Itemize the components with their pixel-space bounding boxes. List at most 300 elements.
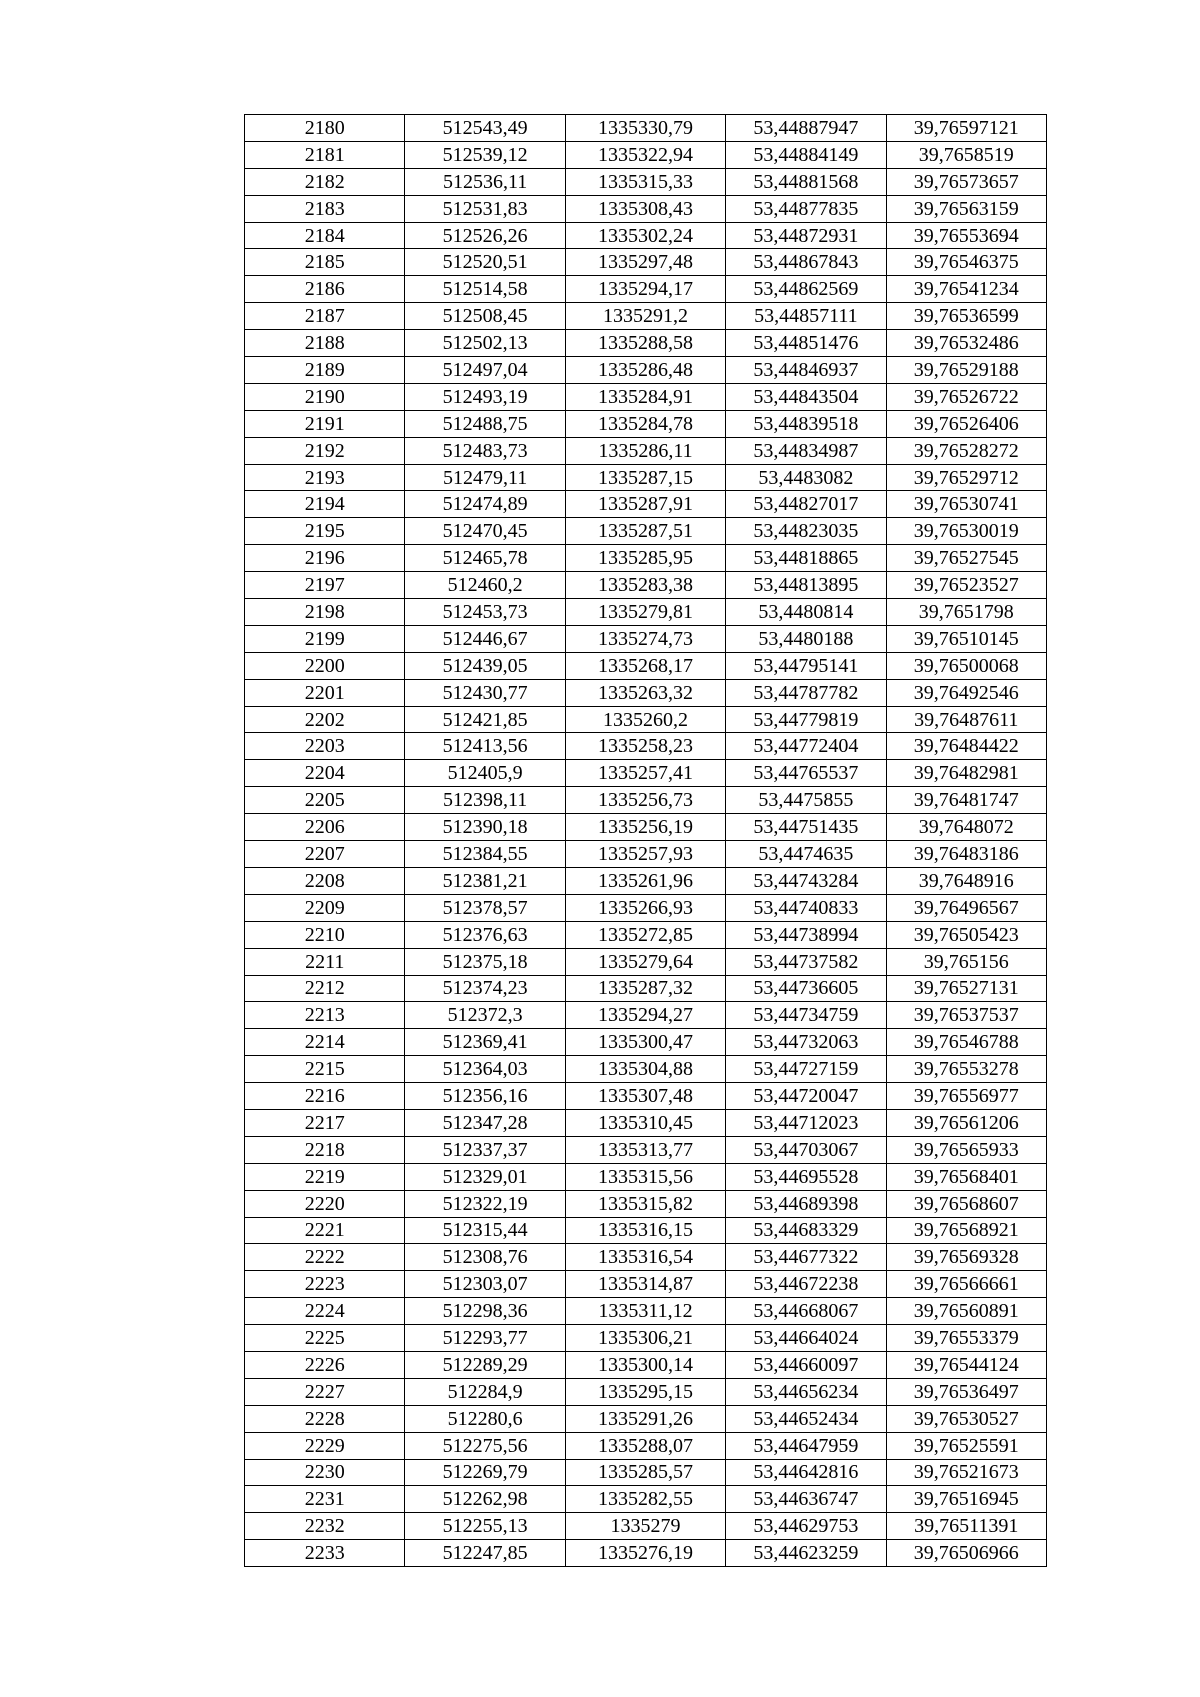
latitude-cell: 53,4483082 <box>726 464 886 491</box>
y-coordinate-cell: 1335287,91 <box>565 491 725 518</box>
table-row <box>245 115 1047 142</box>
point-number-cell: 2226 <box>245 1351 405 1378</box>
latitude-cell: 53,44736605 <box>726 975 886 1002</box>
y-coordinate-cell: 1335310,45 <box>565 1109 725 1136</box>
point-number-cell: 2191 <box>245 410 405 437</box>
x-coordinate-cell: 512372,3 <box>405 1002 565 1029</box>
y-coordinate-cell: 1335279 <box>565 1513 725 1540</box>
latitude-cell: 53,44743284 <box>726 867 886 894</box>
point-number-cell: 2212 <box>245 975 405 1002</box>
x-coordinate-cell: 512247,85 <box>405 1540 565 1567</box>
x-coordinate-cell: 512364,03 <box>405 1056 565 1083</box>
y-coordinate-cell: 1335258,23 <box>565 733 725 760</box>
point-number-cell: 2189 <box>245 357 405 384</box>
latitude-cell: 53,44660097 <box>726 1351 886 1378</box>
longitude-cell: 39,76553694 <box>886 222 1046 249</box>
point-number-cell: 2190 <box>245 383 405 410</box>
y-coordinate-cell: 1335304,88 <box>565 1056 725 1083</box>
point-number-cell: 2200 <box>245 652 405 679</box>
x-coordinate-cell: 512405,9 <box>405 760 565 787</box>
table-row <box>245 760 1047 787</box>
table-row <box>245 357 1047 384</box>
table-row <box>245 733 1047 760</box>
table-row <box>245 1217 1047 1244</box>
latitude-cell: 53,44712023 <box>726 1109 886 1136</box>
latitude-cell: 53,4475855 <box>726 787 886 814</box>
table-row <box>245 222 1047 249</box>
point-number-cell: 2206 <box>245 814 405 841</box>
x-coordinate-cell: 512520,51 <box>405 249 565 276</box>
longitude-cell: 39,7658519 <box>886 141 1046 168</box>
point-number-cell: 2182 <box>245 168 405 195</box>
y-coordinate-cell: 1335285,95 <box>565 545 725 572</box>
longitude-cell: 39,76569328 <box>886 1244 1046 1271</box>
point-number-cell: 2209 <box>245 894 405 921</box>
x-coordinate-cell: 512275,56 <box>405 1432 565 1459</box>
table-row <box>245 330 1047 357</box>
y-coordinate-cell: 1335287,15 <box>565 464 725 491</box>
y-coordinate-cell: 1335291,2 <box>565 303 725 330</box>
longitude-cell: 39,76553379 <box>886 1325 1046 1352</box>
x-coordinate-cell: 512446,67 <box>405 625 565 652</box>
table-row <box>245 1244 1047 1271</box>
longitude-cell: 39,76523527 <box>886 572 1046 599</box>
longitude-cell: 39,76516945 <box>886 1486 1046 1513</box>
y-coordinate-cell: 1335256,19 <box>565 814 725 841</box>
x-coordinate-cell: 512280,6 <box>405 1405 565 1432</box>
x-coordinate-cell: 512474,89 <box>405 491 565 518</box>
longitude-cell: 39,76566661 <box>886 1271 1046 1298</box>
longitude-cell: 39,7648072 <box>886 814 1046 841</box>
longitude-cell: 39,76568607 <box>886 1190 1046 1217</box>
y-coordinate-cell: 1335294,17 <box>565 276 725 303</box>
y-coordinate-cell: 1335330,79 <box>565 115 725 142</box>
table-row <box>245 1109 1047 1136</box>
x-coordinate-cell: 512337,37 <box>405 1136 565 1163</box>
point-number-cell: 2202 <box>245 706 405 733</box>
latitude-cell: 53,44881568 <box>726 168 886 195</box>
point-number-cell: 2208 <box>245 867 405 894</box>
longitude-cell: 39,76530527 <box>886 1405 1046 1432</box>
y-coordinate-cell: 1335291,26 <box>565 1405 725 1432</box>
point-number-cell: 2201 <box>245 679 405 706</box>
x-coordinate-cell: 512284,9 <box>405 1378 565 1405</box>
latitude-cell: 53,44727159 <box>726 1056 886 1083</box>
x-coordinate-cell: 512255,13 <box>405 1513 565 1540</box>
latitude-cell: 53,44779819 <box>726 706 886 733</box>
x-coordinate-cell: 512298,36 <box>405 1298 565 1325</box>
table-row <box>245 625 1047 652</box>
x-coordinate-cell: 512376,63 <box>405 921 565 948</box>
longitude-cell: 39,76544124 <box>886 1351 1046 1378</box>
table-row <box>245 867 1047 894</box>
longitude-cell: 39,765156 <box>886 948 1046 975</box>
longitude-cell: 39,76511391 <box>886 1513 1046 1540</box>
table-row <box>245 518 1047 545</box>
longitude-cell: 39,76506966 <box>886 1540 1046 1567</box>
latitude-cell: 53,44839518 <box>726 410 886 437</box>
longitude-cell: 39,76482981 <box>886 760 1046 787</box>
longitude-cell: 39,76483186 <box>886 841 1046 868</box>
y-coordinate-cell: 1335268,17 <box>565 652 725 679</box>
latitude-cell: 53,4480188 <box>726 625 886 652</box>
longitude-cell: 39,76526722 <box>886 383 1046 410</box>
point-number-cell: 2180 <box>245 115 405 142</box>
latitude-cell: 53,44683329 <box>726 1217 886 1244</box>
x-coordinate-cell: 512536,11 <box>405 168 565 195</box>
x-coordinate-cell: 512453,73 <box>405 599 565 626</box>
table-row <box>245 249 1047 276</box>
x-coordinate-cell: 512531,83 <box>405 195 565 222</box>
y-coordinate-cell: 1335276,19 <box>565 1540 725 1567</box>
table-row <box>245 1459 1047 1486</box>
point-number-cell: 2231 <box>245 1486 405 1513</box>
longitude-cell: 39,76496567 <box>886 894 1046 921</box>
x-coordinate-cell: 512526,26 <box>405 222 565 249</box>
point-number-cell: 2213 <box>245 1002 405 1029</box>
table-row <box>245 1432 1047 1459</box>
longitude-cell: 39,76505423 <box>886 921 1046 948</box>
point-number-cell: 2222 <box>245 1244 405 1271</box>
y-coordinate-cell: 1335263,32 <box>565 679 725 706</box>
x-coordinate-cell: 512356,16 <box>405 1083 565 1110</box>
latitude-cell: 53,44703067 <box>726 1136 886 1163</box>
latitude-cell: 53,44720047 <box>726 1083 886 1110</box>
point-number-cell: 2227 <box>245 1378 405 1405</box>
longitude-cell: 39,76529188 <box>886 357 1046 384</box>
y-coordinate-cell: 1335257,41 <box>565 760 725 787</box>
point-number-cell: 2233 <box>245 1540 405 1567</box>
latitude-cell: 53,44787782 <box>726 679 886 706</box>
table-row <box>245 303 1047 330</box>
point-number-cell: 2186 <box>245 276 405 303</box>
y-coordinate-cell: 1335308,43 <box>565 195 725 222</box>
longitude-cell: 39,76525591 <box>886 1432 1046 1459</box>
y-coordinate-cell: 1335261,96 <box>565 867 725 894</box>
longitude-cell: 39,76481747 <box>886 787 1046 814</box>
point-number-cell: 2215 <box>245 1056 405 1083</box>
x-coordinate-cell: 512479,11 <box>405 464 565 491</box>
y-coordinate-cell: 1335288,07 <box>565 1432 725 1459</box>
y-coordinate-cell: 1335315,82 <box>565 1190 725 1217</box>
table-row <box>245 437 1047 464</box>
latitude-cell: 53,44857111 <box>726 303 886 330</box>
point-number-cell: 2194 <box>245 491 405 518</box>
table-row <box>245 1083 1047 1110</box>
point-number-cell: 2203 <box>245 733 405 760</box>
point-number-cell: 2230 <box>245 1459 405 1486</box>
x-coordinate-cell: 512329,01 <box>405 1163 565 1190</box>
coordinates-table <box>244 114 1047 1567</box>
table-row <box>245 1190 1047 1217</box>
y-coordinate-cell: 1335279,81 <box>565 599 725 626</box>
longitude-cell: 39,76565933 <box>886 1136 1046 1163</box>
point-number-cell: 2228 <box>245 1405 405 1432</box>
latitude-cell: 53,44689398 <box>726 1190 886 1217</box>
latitude-cell: 53,44737582 <box>726 948 886 975</box>
coordinates-table-body <box>245 115 1047 1567</box>
latitude-cell: 53,44751435 <box>726 814 886 841</box>
longitude-cell: 39,76527131 <box>886 975 1046 1002</box>
table-row <box>245 679 1047 706</box>
latitude-cell: 53,44765537 <box>726 760 886 787</box>
y-coordinate-cell: 1335315,56 <box>565 1163 725 1190</box>
longitude-cell: 39,76541234 <box>886 276 1046 303</box>
y-coordinate-cell: 1335274,73 <box>565 625 725 652</box>
latitude-cell: 53,44872931 <box>726 222 886 249</box>
longitude-cell: 39,76510145 <box>886 625 1046 652</box>
latitude-cell: 53,4474635 <box>726 841 886 868</box>
y-coordinate-cell: 1335288,58 <box>565 330 725 357</box>
x-coordinate-cell: 512398,11 <box>405 787 565 814</box>
latitude-cell: 53,44846937 <box>726 357 886 384</box>
point-number-cell: 2187 <box>245 303 405 330</box>
table-row <box>245 1486 1047 1513</box>
latitude-cell: 53,44738994 <box>726 921 886 948</box>
table-row <box>245 599 1047 626</box>
y-coordinate-cell: 1335257,93 <box>565 841 725 868</box>
table-row <box>245 1298 1047 1325</box>
y-coordinate-cell: 1335300,47 <box>565 1029 725 1056</box>
table-row <box>245 814 1047 841</box>
point-number-cell: 2181 <box>245 141 405 168</box>
y-coordinate-cell: 1335322,94 <box>565 141 725 168</box>
point-number-cell: 2218 <box>245 1136 405 1163</box>
point-number-cell: 2195 <box>245 518 405 545</box>
x-coordinate-cell: 512378,57 <box>405 894 565 921</box>
x-coordinate-cell: 512470,45 <box>405 518 565 545</box>
point-number-cell: 2221 <box>245 1217 405 1244</box>
latitude-cell: 53,44813895 <box>726 572 886 599</box>
longitude-cell: 39,76573657 <box>886 168 1046 195</box>
table-row <box>245 1405 1047 1432</box>
x-coordinate-cell: 512322,19 <box>405 1190 565 1217</box>
y-coordinate-cell: 1335284,78 <box>565 410 725 437</box>
longitude-cell: 39,76530741 <box>886 491 1046 518</box>
table-row <box>245 383 1047 410</box>
x-coordinate-cell: 512384,55 <box>405 841 565 868</box>
longitude-cell: 39,7651798 <box>886 599 1046 626</box>
longitude-cell: 39,76492546 <box>886 679 1046 706</box>
x-coordinate-cell: 512493,19 <box>405 383 565 410</box>
point-number-cell: 2220 <box>245 1190 405 1217</box>
y-coordinate-cell: 1335300,14 <box>565 1351 725 1378</box>
longitude-cell: 39,76536599 <box>886 303 1046 330</box>
latitude-cell: 53,44887947 <box>726 115 886 142</box>
y-coordinate-cell: 1335260,2 <box>565 706 725 733</box>
point-number-cell: 2223 <box>245 1271 405 1298</box>
latitude-cell: 53,44732063 <box>726 1029 886 1056</box>
y-coordinate-cell: 1335266,93 <box>565 894 725 921</box>
x-coordinate-cell: 512460,2 <box>405 572 565 599</box>
y-coordinate-cell: 1335302,24 <box>565 222 725 249</box>
latitude-cell: 53,44656234 <box>726 1378 886 1405</box>
table-row <box>245 1351 1047 1378</box>
x-coordinate-cell: 512269,79 <box>405 1459 565 1486</box>
longitude-cell: 39,76546375 <box>886 249 1046 276</box>
y-coordinate-cell: 1335272,85 <box>565 921 725 948</box>
x-coordinate-cell: 512543,49 <box>405 115 565 142</box>
latitude-cell: 53,44672238 <box>726 1271 886 1298</box>
table-row <box>245 1513 1047 1540</box>
y-coordinate-cell: 1335316,54 <box>565 1244 725 1271</box>
point-number-cell: 2199 <box>245 625 405 652</box>
longitude-cell: 39,76521673 <box>886 1459 1046 1486</box>
longitude-cell: 39,76527545 <box>886 545 1046 572</box>
y-coordinate-cell: 1335287,51 <box>565 518 725 545</box>
point-number-cell: 2214 <box>245 1029 405 1056</box>
point-number-cell: 2198 <box>245 599 405 626</box>
table-row <box>245 276 1047 303</box>
longitude-cell: 39,76487611 <box>886 706 1046 733</box>
table-row <box>245 410 1047 437</box>
latitude-cell: 53,44862569 <box>726 276 886 303</box>
table-row <box>245 1325 1047 1352</box>
longitude-cell: 39,76484422 <box>886 733 1046 760</box>
x-coordinate-cell: 512303,07 <box>405 1271 565 1298</box>
x-coordinate-cell: 512514,58 <box>405 276 565 303</box>
latitude-cell: 53,44740833 <box>726 894 886 921</box>
y-coordinate-cell: 1335306,21 <box>565 1325 725 1352</box>
y-coordinate-cell: 1335279,64 <box>565 948 725 975</box>
x-coordinate-cell: 512293,77 <box>405 1325 565 1352</box>
table-row <box>245 464 1047 491</box>
table-row <box>245 894 1047 921</box>
point-number-cell: 2210 <box>245 921 405 948</box>
point-number-cell: 2188 <box>245 330 405 357</box>
y-coordinate-cell: 1335282,55 <box>565 1486 725 1513</box>
y-coordinate-cell: 1335315,33 <box>565 168 725 195</box>
y-coordinate-cell: 1335284,91 <box>565 383 725 410</box>
point-number-cell: 2225 <box>245 1325 405 1352</box>
longitude-cell: 39,76532486 <box>886 330 1046 357</box>
point-number-cell: 2193 <box>245 464 405 491</box>
longitude-cell: 39,76546788 <box>886 1029 1046 1056</box>
longitude-cell: 39,76560891 <box>886 1298 1046 1325</box>
table-row <box>245 141 1047 168</box>
point-number-cell: 2204 <box>245 760 405 787</box>
longitude-cell: 39,76563159 <box>886 195 1046 222</box>
point-number-cell: 2197 <box>245 572 405 599</box>
longitude-cell: 39,76597121 <box>886 115 1046 142</box>
x-coordinate-cell: 512289,29 <box>405 1351 565 1378</box>
table-row <box>245 1002 1047 1029</box>
longitude-cell: 39,7648916 <box>886 867 1046 894</box>
longitude-cell: 39,76530019 <box>886 518 1046 545</box>
table-row <box>245 1378 1047 1405</box>
x-coordinate-cell: 512502,13 <box>405 330 565 357</box>
table-row <box>245 948 1047 975</box>
latitude-cell: 53,4480814 <box>726 599 886 626</box>
y-coordinate-cell: 1335313,77 <box>565 1136 725 1163</box>
latitude-cell: 53,44623259 <box>726 1540 886 1567</box>
point-number-cell: 2192 <box>245 437 405 464</box>
latitude-cell: 53,44834987 <box>726 437 886 464</box>
point-number-cell: 2232 <box>245 1513 405 1540</box>
x-coordinate-cell: 512369,41 <box>405 1029 565 1056</box>
longitude-cell: 39,76561206 <box>886 1109 1046 1136</box>
latitude-cell: 53,44652434 <box>726 1405 886 1432</box>
latitude-cell: 53,44818865 <box>726 545 886 572</box>
point-number-cell: 2224 <box>245 1298 405 1325</box>
latitude-cell: 53,44795141 <box>726 652 886 679</box>
longitude-cell: 39,76536497 <box>886 1378 1046 1405</box>
x-coordinate-cell: 512439,05 <box>405 652 565 679</box>
longitude-cell: 39,76556977 <box>886 1083 1046 1110</box>
table-row <box>245 1163 1047 1190</box>
x-coordinate-cell: 512497,04 <box>405 357 565 384</box>
x-coordinate-cell: 512347,28 <box>405 1109 565 1136</box>
x-coordinate-cell: 512390,18 <box>405 814 565 841</box>
latitude-cell: 53,44877835 <box>726 195 886 222</box>
table-row <box>245 1029 1047 1056</box>
latitude-cell: 53,44823035 <box>726 518 886 545</box>
table-row <box>245 545 1047 572</box>
point-number-cell: 2211 <box>245 948 405 975</box>
point-number-cell: 2184 <box>245 222 405 249</box>
point-number-cell: 2216 <box>245 1083 405 1110</box>
y-coordinate-cell: 1335256,73 <box>565 787 725 814</box>
longitude-cell: 39,76500068 <box>886 652 1046 679</box>
table-row <box>245 195 1047 222</box>
latitude-cell: 53,44636747 <box>726 1486 886 1513</box>
y-coordinate-cell: 1335295,15 <box>565 1378 725 1405</box>
longitude-cell: 39,76568401 <box>886 1163 1046 1190</box>
point-number-cell: 2196 <box>245 545 405 572</box>
table-row <box>245 491 1047 518</box>
y-coordinate-cell: 1335297,48 <box>565 249 725 276</box>
latitude-cell: 53,44734759 <box>726 1002 886 1029</box>
x-coordinate-cell: 512262,98 <box>405 1486 565 1513</box>
point-number-cell: 2229 <box>245 1432 405 1459</box>
longitude-cell: 39,76553278 <box>886 1056 1046 1083</box>
table-row <box>245 1136 1047 1163</box>
x-coordinate-cell: 512375,18 <box>405 948 565 975</box>
table-row <box>245 1271 1047 1298</box>
latitude-cell: 53,44843504 <box>726 383 886 410</box>
longitude-cell: 39,76526406 <box>886 410 1046 437</box>
latitude-cell: 53,44642816 <box>726 1459 886 1486</box>
point-number-cell: 2185 <box>245 249 405 276</box>
y-coordinate-cell: 1335286,11 <box>565 437 725 464</box>
x-coordinate-cell: 512413,56 <box>405 733 565 760</box>
latitude-cell: 53,44851476 <box>726 330 886 357</box>
x-coordinate-cell: 512488,75 <box>405 410 565 437</box>
table-row <box>245 652 1047 679</box>
table-row <box>245 975 1047 1002</box>
longitude-cell: 39,76529712 <box>886 464 1046 491</box>
table-row <box>245 706 1047 733</box>
latitude-cell: 53,44695528 <box>726 1163 886 1190</box>
y-coordinate-cell: 1335283,38 <box>565 572 725 599</box>
y-coordinate-cell: 1335285,57 <box>565 1459 725 1486</box>
x-coordinate-cell: 512508,45 <box>405 303 565 330</box>
table-row <box>245 921 1047 948</box>
y-coordinate-cell: 1335314,87 <box>565 1271 725 1298</box>
x-coordinate-cell: 512483,73 <box>405 437 565 464</box>
point-number-cell: 2207 <box>245 841 405 868</box>
x-coordinate-cell: 512539,12 <box>405 141 565 168</box>
y-coordinate-cell: 1335311,12 <box>565 1298 725 1325</box>
latitude-cell: 53,44629753 <box>726 1513 886 1540</box>
latitude-cell: 53,44677322 <box>726 1244 886 1271</box>
y-coordinate-cell: 1335287,32 <box>565 975 725 1002</box>
point-number-cell: 2217 <box>245 1109 405 1136</box>
latitude-cell: 53,44772404 <box>726 733 886 760</box>
table-row <box>245 787 1047 814</box>
latitude-cell: 53,44668067 <box>726 1298 886 1325</box>
x-coordinate-cell: 512308,76 <box>405 1244 565 1271</box>
